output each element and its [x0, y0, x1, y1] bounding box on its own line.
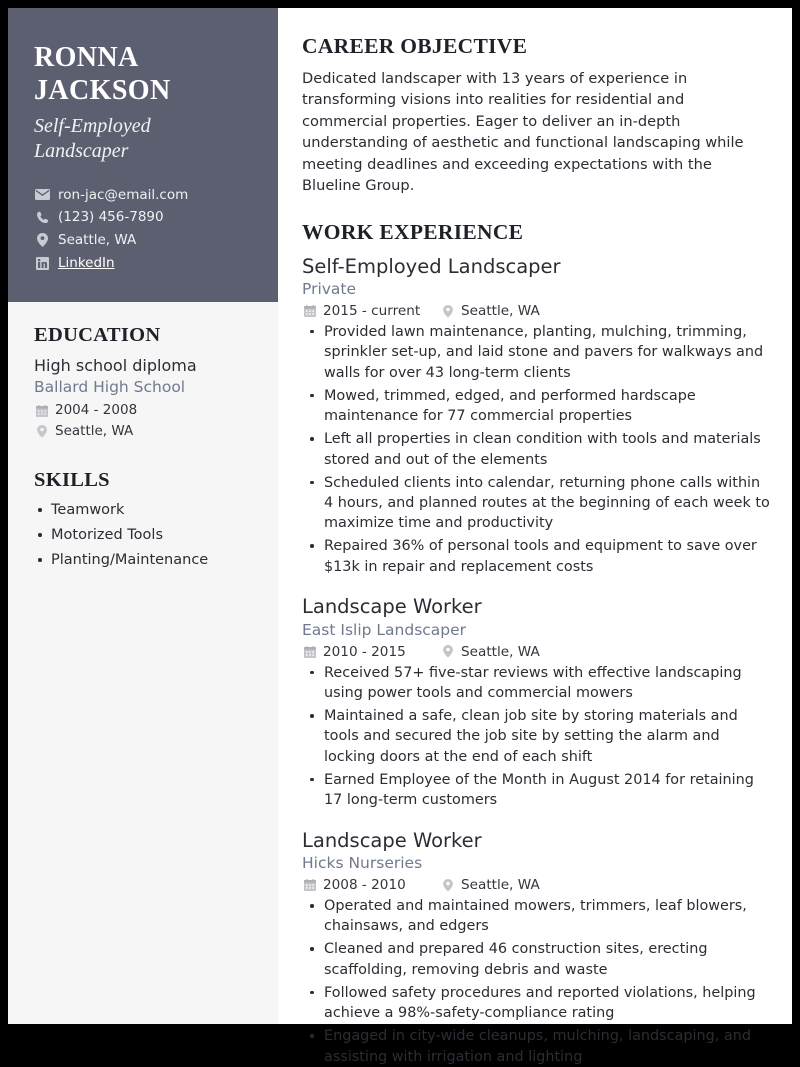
sidebar-header — [8, 8, 278, 302]
career-objective-section — [302, 34, 770, 197]
headline-line-2: Landscaper — [34, 140, 129, 163]
education-location: Seattle, WA — [55, 422, 134, 439]
first-name: RONNA — [34, 42, 139, 73]
skills-list — [34, 500, 252, 570]
work-experience-heading: WORK EXPERIENCE — [302, 219, 524, 244]
job-dates: 2010 - 2015 — [323, 643, 406, 660]
calendar-icon — [34, 405, 49, 417]
job-location-group — [440, 877, 540, 893]
job-location-group — [440, 303, 540, 319]
job-location: Seattle, WA — [461, 877, 540, 894]
work-experience-section — [302, 220, 770, 1067]
education-location-row — [34, 422, 252, 442]
skills-heading: SKILLS — [34, 469, 110, 492]
map-pin-icon — [34, 233, 51, 247]
job-entry — [302, 828, 770, 1067]
education-heading: EDUCATION — [34, 323, 161, 346]
list-item: Earned Employee of the Month in August 2014 for retaining 17 long-term customers — [302, 770, 770, 811]
job-dates: 2015 - current — [323, 302, 421, 319]
headline-line-1: Self-Employed — [34, 114, 151, 137]
page-title — [34, 42, 252, 108]
map-pin-icon — [34, 425, 49, 438]
contact-item-linkedin[interactable] — [34, 253, 252, 273]
last-name: JACKSON — [34, 74, 171, 106]
calendar-icon — [302, 305, 317, 317]
job-location: Seattle, WA — [461, 302, 540, 319]
job-dates: 2008 - 2010 — [323, 877, 406, 894]
list-item: Left all properties in clean condition with tools and materials stored and out of the elements — [302, 429, 770, 470]
envelope-icon — [34, 189, 51, 200]
list-item: Provided lawn maintenance, planting, mulching, trimming, sprinkler set-up, and laid stone and pavers for walkways and walls for over 43 long-term clients — [302, 322, 770, 383]
list-item: Cleaned and prepared 46 construction sites, erecting scaffolding, removing debris and waste — [302, 939, 770, 980]
job-entry — [302, 594, 770, 810]
job-company: Hicks Nurseries — [302, 854, 423, 873]
job-meta — [302, 644, 770, 660]
contact-item-phone — [34, 207, 252, 227]
calendar-icon — [302, 879, 317, 891]
map-pin-icon — [440, 879, 455, 892]
main-content — [278, 8, 792, 1065]
job-bullets — [302, 663, 770, 811]
map-pin-icon — [440, 305, 455, 318]
contact-item-location — [34, 230, 252, 250]
education-school: Ballard High School — [34, 378, 186, 397]
calendar-icon — [302, 646, 317, 658]
education-dates-row — [34, 401, 252, 421]
list-item: Scheduled clients into calendar, returning phone calls within 4 hours, and planned routes at the beginning of each week to maximize time and productivity — [302, 473, 770, 534]
job-entry — [302, 254, 770, 578]
job-bullets — [302, 322, 770, 577]
career-objective-heading: CAREER OBJECTIVE — [302, 34, 528, 58]
list-item: Engaged in city-wide cleanups, mulching, landscaping, and assisting with irrigation and lighting — [302, 1026, 770, 1067]
contact-list — [34, 185, 252, 274]
contact-linkedin-link[interactable]: LinkedIn — [58, 254, 115, 271]
resume-page — [8, 8, 792, 1065]
job-dates-group — [302, 303, 440, 319]
contact-email-text: ron-jac@email.com — [58, 186, 189, 203]
job-bullets — [302, 896, 770, 1067]
map-pin-icon — [440, 645, 455, 658]
list-item: Received 57+ five-star reviews with effective landscaping using power tools and commercial mowers — [302, 663, 770, 704]
contact-location-text: Seattle, WA — [58, 232, 137, 249]
job-company: Private — [302, 279, 357, 298]
headline-title — [34, 114, 252, 165]
job-meta — [302, 303, 770, 319]
job-dates-group — [302, 877, 440, 893]
list-item: Motorized Tools — [34, 525, 252, 545]
list-item: Repaired 36% of personal tools and equipment to save over $13k in repair and replacement costs — [302, 536, 770, 577]
list-item: Planting/Maintenance — [34, 550, 252, 570]
job-title: Landscape Worker — [302, 595, 482, 619]
job-title: Self-Employed Landscaper — [302, 254, 561, 278]
list-item: Maintained a safe, clean job site by storing materials and tools and secured the job site by setting the alarm and locking doors at the end of each shift — [302, 706, 770, 767]
list-item: Followed safety procedures and reported violations, helping achieve a 98%-safety-compliance rating — [302, 983, 770, 1024]
education-dates: 2004 - 2008 — [55, 402, 138, 419]
sidebar — [8, 8, 278, 1024]
linkedin-icon — [34, 257, 51, 270]
job-location-group — [440, 644, 540, 660]
sidebar-body — [8, 302, 278, 1024]
phone-icon — [34, 211, 51, 224]
contact-phone-text: (123) 456-7890 — [58, 209, 164, 226]
contact-item-email — [34, 185, 252, 205]
job-meta — [302, 877, 770, 893]
job-company: East Islip Landscaper — [302, 620, 467, 639]
education-degree: High school diploma — [34, 355, 197, 375]
job-title: Landscape Worker — [302, 828, 482, 852]
education-section — [34, 324, 252, 442]
list-item: Teamwork — [34, 500, 252, 520]
career-objective-text: Dedicated landscaper with 13 years of experience in transforming visions into realities for residential and commercial properties. Eager to deliver an in-depth understanding of aesthetic and functional landscaping while meeting deadlines and exceeding expectations with the Blueline Group. — [302, 70, 744, 195]
list-item: Mowed, trimmed, edged, and performed hardscape maintenance for 77 commercial properties — [302, 386, 770, 427]
list-item: Operated and maintained mowers, trimmers, leaf blowers, chainsaws, and edgers — [302, 896, 770, 937]
job-location: Seattle, WA — [461, 643, 540, 660]
job-dates-group — [302, 644, 440, 660]
skills-section — [34, 469, 252, 570]
